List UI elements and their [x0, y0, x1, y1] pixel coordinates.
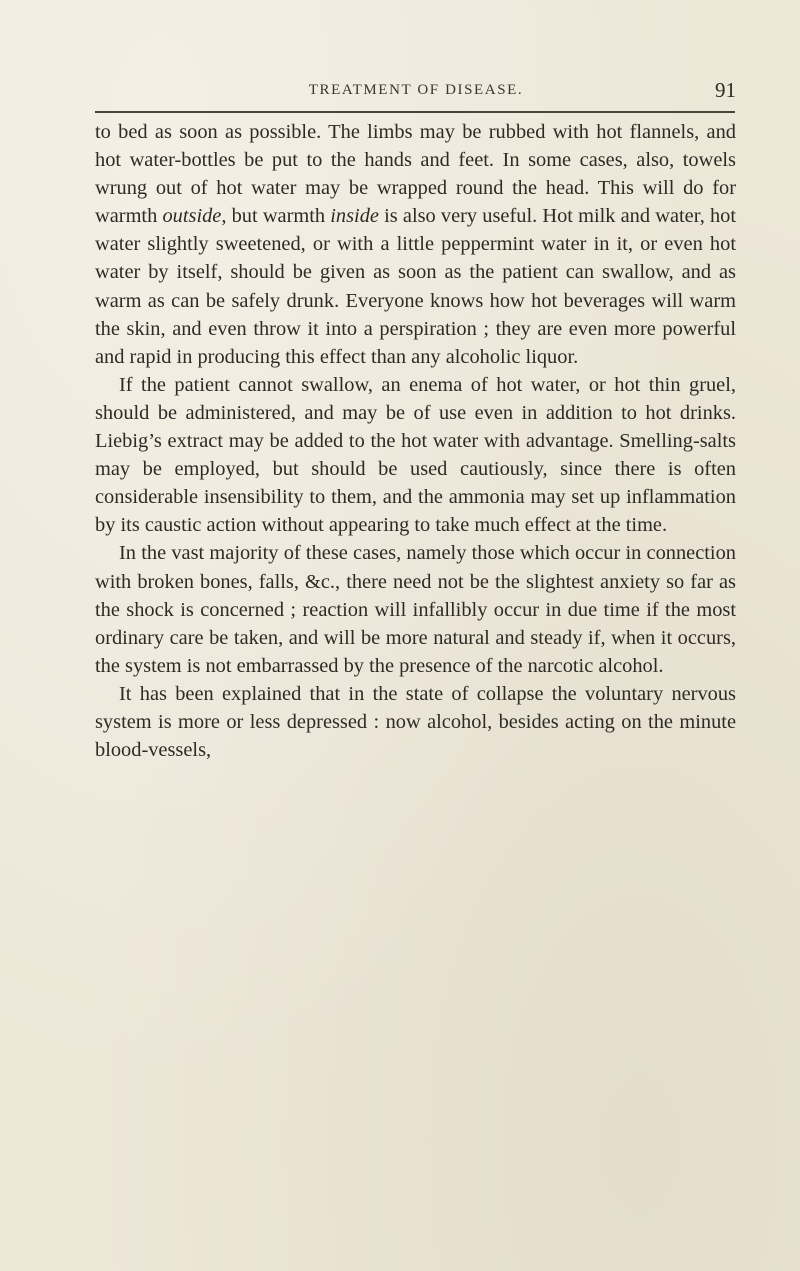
header-rule	[95, 111, 735, 113]
running-head	[96, 76, 736, 106]
running-title: TREATMENT OF DISEASE.	[308, 82, 524, 98]
paragraph-enema: If the patient cannot swallow, an enema of hot water, or hot thin gruel, should be administered, and may be of use even in addition to hot drinks. Liebig’s extract may be added to the hot water with advantage. Smelling-salts may be employed, but should be used cautiously, since there is often considerable insensibility to them, and the ammonia may set up inflammation by its caustic action without appearing to take much effect at the time.	[95, 373, 736, 537]
emphasis-inside: inside	[330, 205, 379, 228]
paragraph-text: to bed as soon as possible. The limbs may be rubbed with hot flannels, and hot water-bottles be put to the hands and feet. In some cases, also, towels wrung out of hot water may be wrapped round the head. This will do for warmth	[95, 121, 736, 228]
paragraph-reaction: In the vast majority of these cases, namely those which occur in connection with broken bones, falls, &c., there need not be the slightest anxiety so far as the shock is concerned ; reaction will infallibly occur in due time if the most ordinary care be taken, and will be more natural and steady if, when it occurs, the system is not embarrassed by the presence of the narcotic alcohol.	[95, 542, 736, 677]
emphasis-outside: outside	[162, 205, 222, 228]
paragraph-continuation	[95, 118, 736, 371]
paragraph-text: , but warmth	[221, 205, 331, 228]
paragraph-text: is also very useful. Hot milk and water, hot water slightly sweetened, or with a little peppermint water in it, or even hot water by itself, should be given as soon as the patient can swallow, and as warm as can be safely drunk. Everyone knows how hot beverages will warm the skin, and even throw it into a perspiration ; they are even more powerful and rapid in producing this effect than any alcoholic liquor.	[95, 205, 736, 368]
page-number: 91	[715, 78, 736, 102]
body-text	[95, 118, 736, 764]
paragraph-collapse: It has been explained that in the state of collapse the voluntary nervous system is more or less depressed : now alcohol, besides acting on the minute blood-vessels,	[95, 682, 736, 762]
